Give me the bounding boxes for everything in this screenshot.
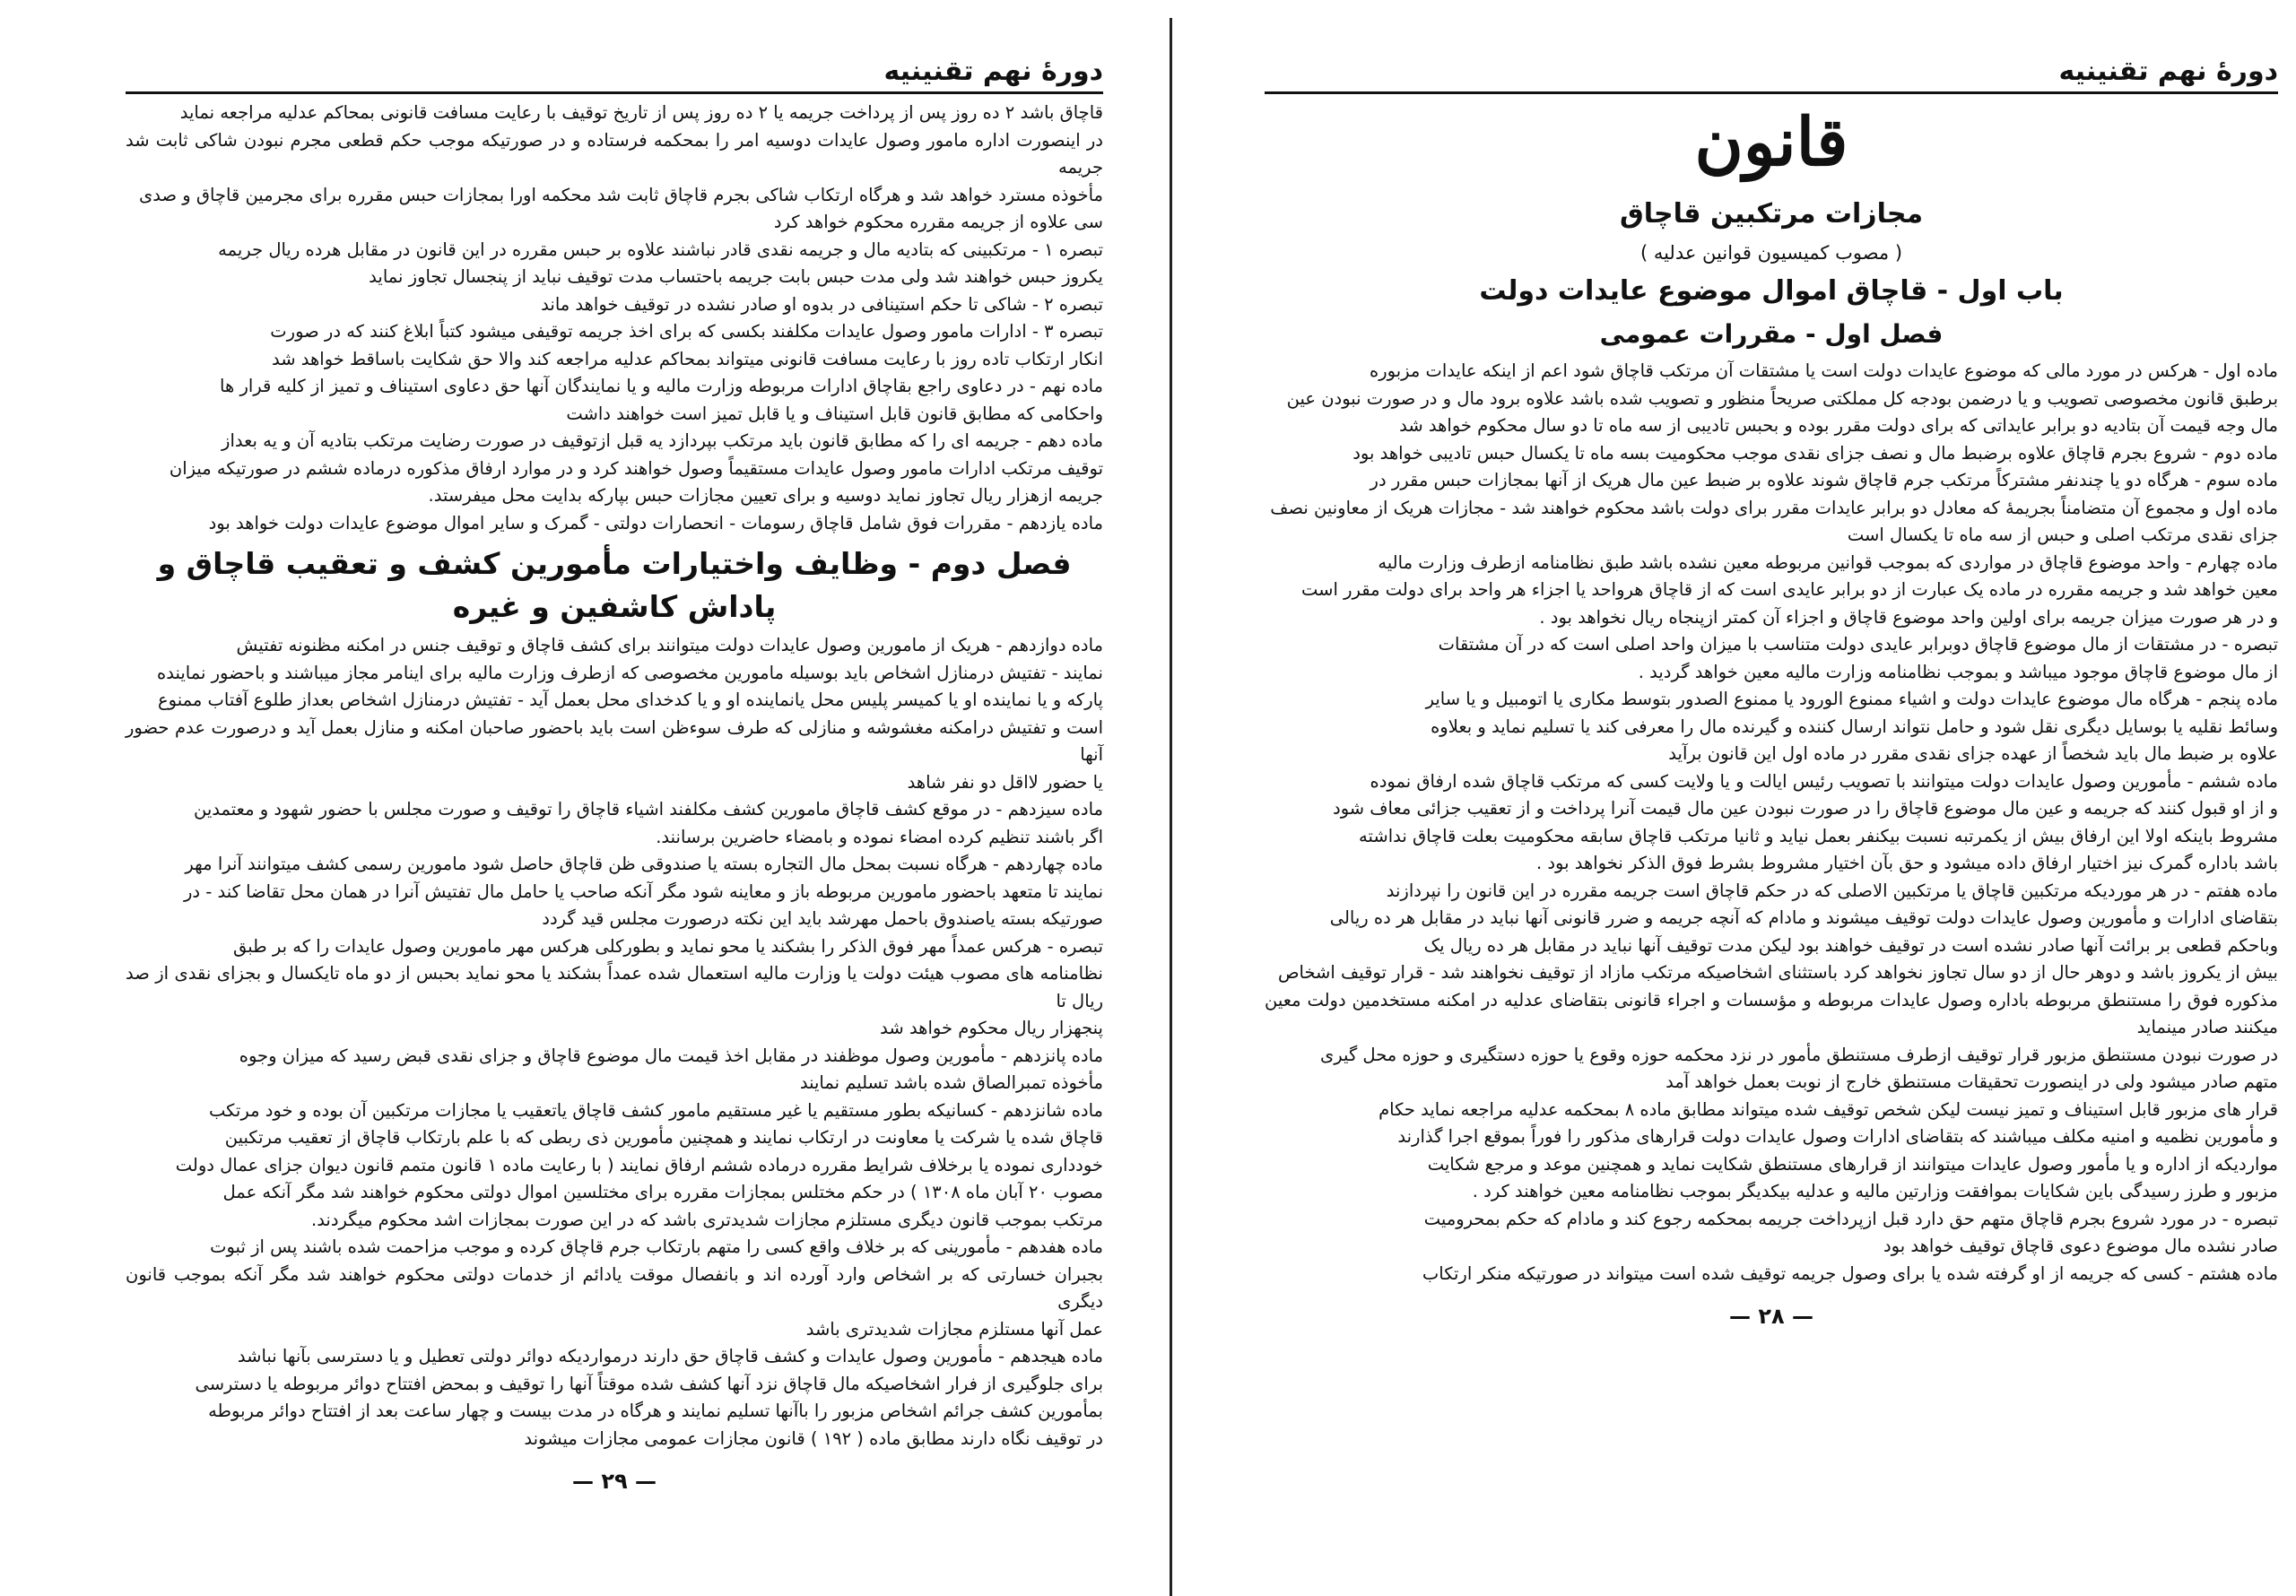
approval-note: ( مصوب کمیسیون قوانین عدلیه ) [1639,242,1903,264]
text-line: وسائط نقلیه یا بوسایل دیگری نقل شود و حامل نتواند ارسال کننده و گیرنده مال را معرفی کند یا تسلیم نماید و بعلاوه [1431,716,2278,737]
text-line: یکروز حبس خواهند شد ولی مدت حبس بابت جریمه باحتساب مدت توقیف نباید از پنجسال تجاوز نماید [369,266,1103,287]
text-line: ماده نهم - در دعاوی راجع بقاچاق ادارات مربوطه وزارت مالیه و یا نمایندگان آنها حق دعاوی استیناف و تمیز از کلیه قرار ها [220,376,1103,396]
text-line: مال وجه قیمت آن بتادیه دو برابر عایداتی که برای دولت مقرر بوده و بحبس تادیبی از سه ماه تا دو سال محکوم خواهد شد [1399,415,2278,436]
text-line: ماده یازدهم - مقررات فوق شامل قاچاق رسومات - انحصارات دولتی - گمرک و سایر اموال موضوع عایدات دولت خواهد بود [208,512,1103,533]
text-line: اگر باشند تنظیم کرده امضاء نموده و بامضاء حاضرین برسانند. [656,826,1103,847]
text-line: ماده چهارم - واحد موضوع قاچاق در مواردی که بموجب قوانین مربوطه معین نشده باشد طبق نظامنامه ازطرف وزارت مالیه [1378,551,2278,573]
text-line: قاچاق شده یا شرکت یا معاونت در ارتکاب نمایند و همچنین مأمورین ذی ربطی که با علم بارتکاب قاچاق از تعقیب مرتکبین [224,1127,1103,1148]
text-line: ماده هیجدهم - مأمورین وصول عایدات و کشف قاچاق حق دارند درمواردیکه دوائر دولتی تعطیل و یا دسترسی بآنها نباشد [237,1346,1103,1366]
text-line: بجبران خسارتی که بر اشخاص وارد آورده اند و بانفصال موقت یادائم از خدمات دولتی محکوم خواهند شد مگر آنکه بموجب قانون دیگری [126,1263,1103,1312]
text-line: خودداری نموده یا برخلاف شرایط مقرره درماده ششم ارفاق نمایند ( با رعایت ماده ۱ قانون متمم قانون دیوان جزای عمال دولت [175,1154,1103,1175]
text-line: معین خواهد شد و جریمه مقرره در ماده یک عبارت از دو برابر عایدی است که از قاچاق هرواحد یا اجزاء هر واحد برای دولت مقرر است [1300,579,2278,600]
text-line: عمل آنها مستلزم مجازات شدیدتری باشد [805,1318,1103,1340]
text-line: و از او قبول کنند که جریمه و عین مال موضوع قاچاق را در صورت نبودن عین مال قیمت آنرا پرداخت و از تعقیب جزائی معاف شود [1333,798,2278,819]
text-line: نمایند تا متعهد باحضور مامورین مربوطه باز و معاینه شود مگر آنکه صاحب یا حامل مال تفتیش آنرا در همان محل تقاضا کند - در [183,880,1103,902]
text-line: ماده هفدهم - مأمورینی که بر خلاف واقع کسی را متهم بارتکاب جرم قاچاق کرده و موجب مزاحمت شده باشند پس از ثبوت [210,1236,1103,1257]
text-line: ماده پانزدهم - مأمورین وصول موظفند در مقابل اخذ قیمت مال موضوع قاچاق و جزای نقدی قبض رسید که میزان وجوه [239,1045,1103,1066]
text-line: ماده دوازدهم - هریک از مامورین وصول عایدات دولت میتوانند برای کشف قاچاق و توقیف جنس در امکنه مظنونه تفتیش [236,635,1103,655]
text-line: یا حضور لااقل دو نفر شاهد [907,771,1103,793]
text-line: ماده شانزدهم - کسانیکه بطور مستقیم یا غیر مستقیم مامور کشف قاچاق یاتعقیب یا مجازات مرتکبین آن بوده و خود مرتکب [208,1099,1103,1121]
chapter-title: فصل اول - مقررات عمومی [1599,319,1944,349]
text-line: وباحکم قطعی بر برائت آنها صادر نشده است در توقیف خواهند بود لیکن مدت توقیف آنها نباید در مقابل هر ده ریال یک [1423,934,2278,956]
header-rule-left [126,91,1103,94]
page-number-right: — ۲۸ — [1728,1304,1813,1329]
left-top-paragraphs [126,100,1103,537]
text-line: مرتکب بموجب قانون دیگری مستلزم مجازات شدیدتری باشد که در این صورت بمجازات اشد محکوم میگردند. [311,1209,1103,1230]
text-line: برای جلوگیری از فرار اشخاصیکه مال قاچاق نزد آنها کشف شده موقتاً آنها را توقیف و بمحض افتتاح دوائر مربوطه یا دسترسی [195,1373,1103,1394]
text-line: بمأمورین کشف جرائم اشخاص مزبور را باآنها تسلیم نمایند و هرگاه در مدت بیست و چهار ساعت بعد از افتتاح دوائر مربوطه [208,1401,1103,1421]
text-line: مزبور و طرز رسیدگی باین شکایات بموافقت وزارتین مالیه و عدلیه بیکدیگر بموجب نظامنامه معین خواهند کرد . [1472,1181,2278,1201]
text-line: مصوب ۲۰ آبان ماه ۱۳۰۸ ) در حکم مختلس بمجازات مقرره برای مختلسین اموال دولتی محکوم خواهند شد مگر آنکه عمل [222,1182,1103,1202]
text-line: مأخوذه تمبرالصاق شده باشد تسلیم نمایند [799,1072,1103,1093]
text-line: سی علاوه از جریمه مقرره محکوم خواهد کرد [773,212,1103,232]
text-line: مواردیکه از اداره و یا مأمور وصول عایدات میتوانند از قرارهای مستنطق شکایت نماید و همچنین موعد و مرجع شکایت [1427,1153,2278,1175]
text-line: ماده چهاردهم - هرگاه نسبت بمحل مال التجاره بسته یا صندوقی ظن قاچاق حاصل شود مامورین رسمی کشف میتوانند آنرا مهر [185,854,1103,874]
text-line: باشد باداره گمرک نیز اختیار ارفاق داده میشود و حق بآن اختیار مشروط بشرط فوق الذکر نخواهد بود . [1535,853,2278,873]
right-paragraphs [1265,358,2278,1288]
text-line: ماده سیزدهم - در موقع کشف قاچاق مامورین کشف مکلفند اشیاء قاچاق را توقیف و صورت مجلس با حضور شهود و معتمدین [194,799,1103,820]
text-line: نمایند - تفتیش درمنازل اشخاص باید بوسیله مامورین مخصوصی که ازطرف وزارت مالیه برای اینامر مجاز میباشند و باحضور نماینده [157,662,1103,683]
text-line: مأخوذه مسترد خواهد شد و هرگاه ارتکاب شاکی بجرم قاچاق ثابت شد محکمه اورا بمجازات حبس مقرره برای مجرمین قاچاق و صدی [138,184,1103,205]
text-line: بیش از یکروز باشد و دوهر حال از دو سال تجاوز نخواهد کرد باستثنای اشخاصیکه مرتکب مازاد از توقیف نخواهند شد - قرار توقیف اشخاص [1277,962,2278,983]
text-line: ماده هفتم - در هر موردیکه مرتکبین قاچاق یا مرتکبین الاصلی که در حکم قاچاق است جریمه مقرره در این قانون را نپردازند [1386,880,2278,901]
right-page [1166,0,2296,1593]
text-line: علاوه بر ضبط مال باید شخصاً از عهده جزای نقدی مقرر در ماده اول این قانون برآید [1668,743,2278,764]
text-line: صورتیکه بسته یاصندوق باحمل مهرشد باید این نکته درصورت مجلس قید گردد [542,908,1103,929]
section-heading: فصل دوم - وظایف واختیارات مأمورین کشف و تعقیب قاچاق و پاداش کاشفین و غیره [157,546,1072,624]
law-title: قانون [1694,104,1848,181]
text-line: قرار های مزبور قابل استیناف و تمیز نیست لیکن شخص توقیف شده میتواند مطابق ماده ۸ بمحکمه عدلیه مراجعه نماید حکام [1378,1098,2278,1120]
text-line: بتقاضای ادارات و مأمورین وصول عایدات دولت توقیف میشوند و مادام که آنچه جریمه و ضرر قانونی آنها نباید در مقابل هر ده ریالی [1329,907,2278,928]
text-line: متهم صادر میشود ولی در اینصورت تحقیقات مستنطق خارج از نوبت بعمل خواهد آمد [1665,1071,2278,1092]
text-line: تبصره - هرکس عمداً مهر فوق الذکر را بشکند یا محو نماید و بطورکلی هرکس مهر مامورین وصول عایدات را که بر طبق [233,935,1103,957]
text-line: ماده دوم - شروع بجرم قاچاق علاوه برضبط مال و نصف جزای نقدی موجب محکومیت بسه ماه تا یکسال حبس تادیبی خواهد بود [1352,442,2278,464]
left-bottom-paragraphs [126,632,1103,1453]
text-line: از مال موضوع قاچاق موجود میباشد و بموجب نظامنامه وزارت مالیه معین خواهد گردید . [1638,661,2278,682]
text-line: پارکه و یا نماینده او یا کمیسر پلیس محل یانماینده او و یا کدخدای محل بعمل آید - تفتیش درمنازل اشخاص بعداز طلوع آفتاب ممنوع [158,690,1103,710]
text-line: برطبق قانون مخصوصی تصویب و یا درضمن بودجه کل مملکتی صریحاً منظور و تصویب شده باشد علاوه برود مال و در صورت نبودن عین [1286,387,2278,409]
header-rule-right [1265,91,2278,94]
text-line: و مأمورین نظمیه و امنیه مکلف میباشند که بتقاضای ادارات وصول عایدات دولت قرارهای مذکور را فوراً بموقع اجرا گذارند [1397,1126,2278,1147]
text-line: ماده اول و مجموع آن متضامناً بجریمهٔ که معادل دو برابر عایدات مقرر برای دولت باشد محکوم خواهند شد - مجازات هریک از معاونین نصف [1270,497,2278,518]
text-line: تبصره - در مورد شروع بجرم قاچاق متهم حق دارد قبل ازپرداخت جریمه بمحکمه رجوع کند و مادام که حکم بمحرومیت [1423,1208,2278,1229]
page-number-left: — ۲۹ — [571,1469,657,1494]
running-head-right: دورهٔ نهم تقنینیه [2058,56,2278,87]
text-line: در اینصورت اداره مامور وصول عایدات دوسیه امر را بمحکمه فرستاده و در صورتیکه موجب حکم قطعی مجرم نبودن شاکی ثابت شد جریمه [126,129,1103,178]
text-line: واحکامی که مطابق قانون قابل استیناف و یا قابل تمیز است خواهند داشت [566,403,1103,424]
text-line: مذکوره فوق را مستنطق مربوطه باداره وصول عایدات مربوطه و مؤسسات و اجراء قانونی بتقاضای عدلیه در امکنه مستخدمین دولت معین میکنند صادر مینماید [1265,989,2278,1037]
text-line: قاچاق باشد ۲ ده روز پس از پرداخت جریمه یا ۲ ده روز پس از تاریخ توقیف با رعایت مسافت قانونی بمحاکم عدلیه مراجعه نماید [179,102,1103,123]
text-line: و در هر صورت میزان جریمه برای اولین واحد موضوع قاچاق و اجزاء آن کمتر ازپنجاه ریال نخواهد بود . [1539,606,2278,628]
text-line: پنجهزار ریال محکوم خواهد شد [880,1018,1103,1038]
text-line: ماده پنجم - هرگاه مال موضوع عایدات دولت و اشیاء ممنوع الورود یا ممنوع الصدور بتوسط مکاری یا اتومبیل و یا سایر [1425,689,2278,709]
text-line: ماده ششم - مأمورین وصول عایدات دولت میتوانند با تصویب رئیس ایالت و یا ولایت کسی که مرتکب قاچاق شده ارفاق نموده [1370,770,2278,792]
text-line: مشروط باینکه اولا این ارفاق بیش از یکمرتبه نسبت بیکنفر بعمل نیاید و ثانیا مرتکب قاچاق سابقه محکومیت بعلت قاچاق نداشته [1359,825,2278,846]
text-line: ماده دهم - جریمه ای را که مطابق قانون باید مرتکب بپردازد یه قبل ازتوقیف در صورت رضایت مرتکب بتادیه آن و یه بعداز [222,430,1103,451]
text-line: جزای نقدی مرتکب اصلی و حبس از سه ماه تا یکسال است [1847,525,2278,545]
text-line: تبصره ۳ - ادارات مامور وصول عایدات مکلفند بکسی که برای اخذ جریمه توقیفی میشود کتباً ابلاغ کنند که در صورت [270,321,1103,342]
text-line: ماده هشتم - کسی که جریمه از او گرفته شده یا برای وصول جریمه توقیف شده است میتواند در صورتیکه منکر ارتکاب [1422,1262,2278,1284]
text-line: ماده اول - هرکس در مورد مالی که موضوع عایدات دولت است یا مشتقات آن مرتکب قاچاق شود اعم از اینکه عایدات مزبوره [1369,360,2278,381]
text-line: صادر نشده مال موضوع دعوی قاچاق توقیف خواهد بود [1883,1236,2278,1256]
text-line: در صورت نبودن مستنطق مزبور قرار توقیف ازطرف مستنطق مأمور در نزد محکمه حوزه وقوع یا حوزه دستگیری و حوزه محل گیری [1320,1044,2278,1065]
text-line: انکار ارتکاب تاده روز با رعایت مسافت قانونی میتواند بمحاکم عدلیه مراجعه کند والا حق شکایت باساقط خواهد شد [272,348,1103,369]
text-line: نظامنامه های مصوب هیئت دولت یا وزارت مالیه استعمال شده عمداً بشکند یا محو نماید بحبس از دو ماه تایکسال و بجزای نقدی از صد ریال تا [126,963,1103,1011]
text-line: تبصره ۱ - مرتکبینی که بتادیه مال و جریمه نقدی قادر نباشند علاوه بر حبس مقرره در این قانون در مقابل هرده ریال جریمه [218,239,1103,260]
text-line: تبصره ۲ - شاکی تا حکم استینافی در بدوه او صادر نشده در توقیف خواهد ماند [541,293,1103,315]
law-subtitle: مجازات مرتکبین قاچاق [1619,198,1924,230]
text-line: در توقیف نگاه دارند مطابق ماده ( ۱۹۲ ) قانون مجازات عمومی مجازات میشوند [524,1427,1103,1449]
text-line: تبصره - در مشتقات از مال موضوع قاچاق دوبرابر عایدی دولت متناسب با میزان واحد اصلی است که در آن مشتقات [1438,634,2278,655]
part-title: باب اول - قاچاق اموال موضوع عایدات دولت [1479,275,2064,307]
text-line: است و تفتیش درامکنه مغشوشه و منازلی که طرف سوءظن است باید باحضور صاحبان امکنه و منازل بعمل آید و درصورت عدم حضور آنها [126,716,1103,765]
text-line: جریمه ازهزار ریال تجاوز نماید دوسیه و برای تعیین مجازات حبس بپارکه بدایت محل میفرستد. [428,485,1103,506]
text-line: ماده سوم - هرگاه دو یا چندنفر مشترکاً مرتکب جرم قاچاق شوند علاوه بر ضبط عین مال هریک از آنها بمجازات حبس مقرر در [1370,470,2278,490]
text-line: توقیف مرتکب ادارات مامور وصول عایدات مستقیماً وصول خواهند کرد و در موارد ارفاق مذکوره درماده ششم در صورتیکه میزان [169,457,1103,479]
running-head-left: دورهٔ نهم تقنینیه [883,56,1103,87]
